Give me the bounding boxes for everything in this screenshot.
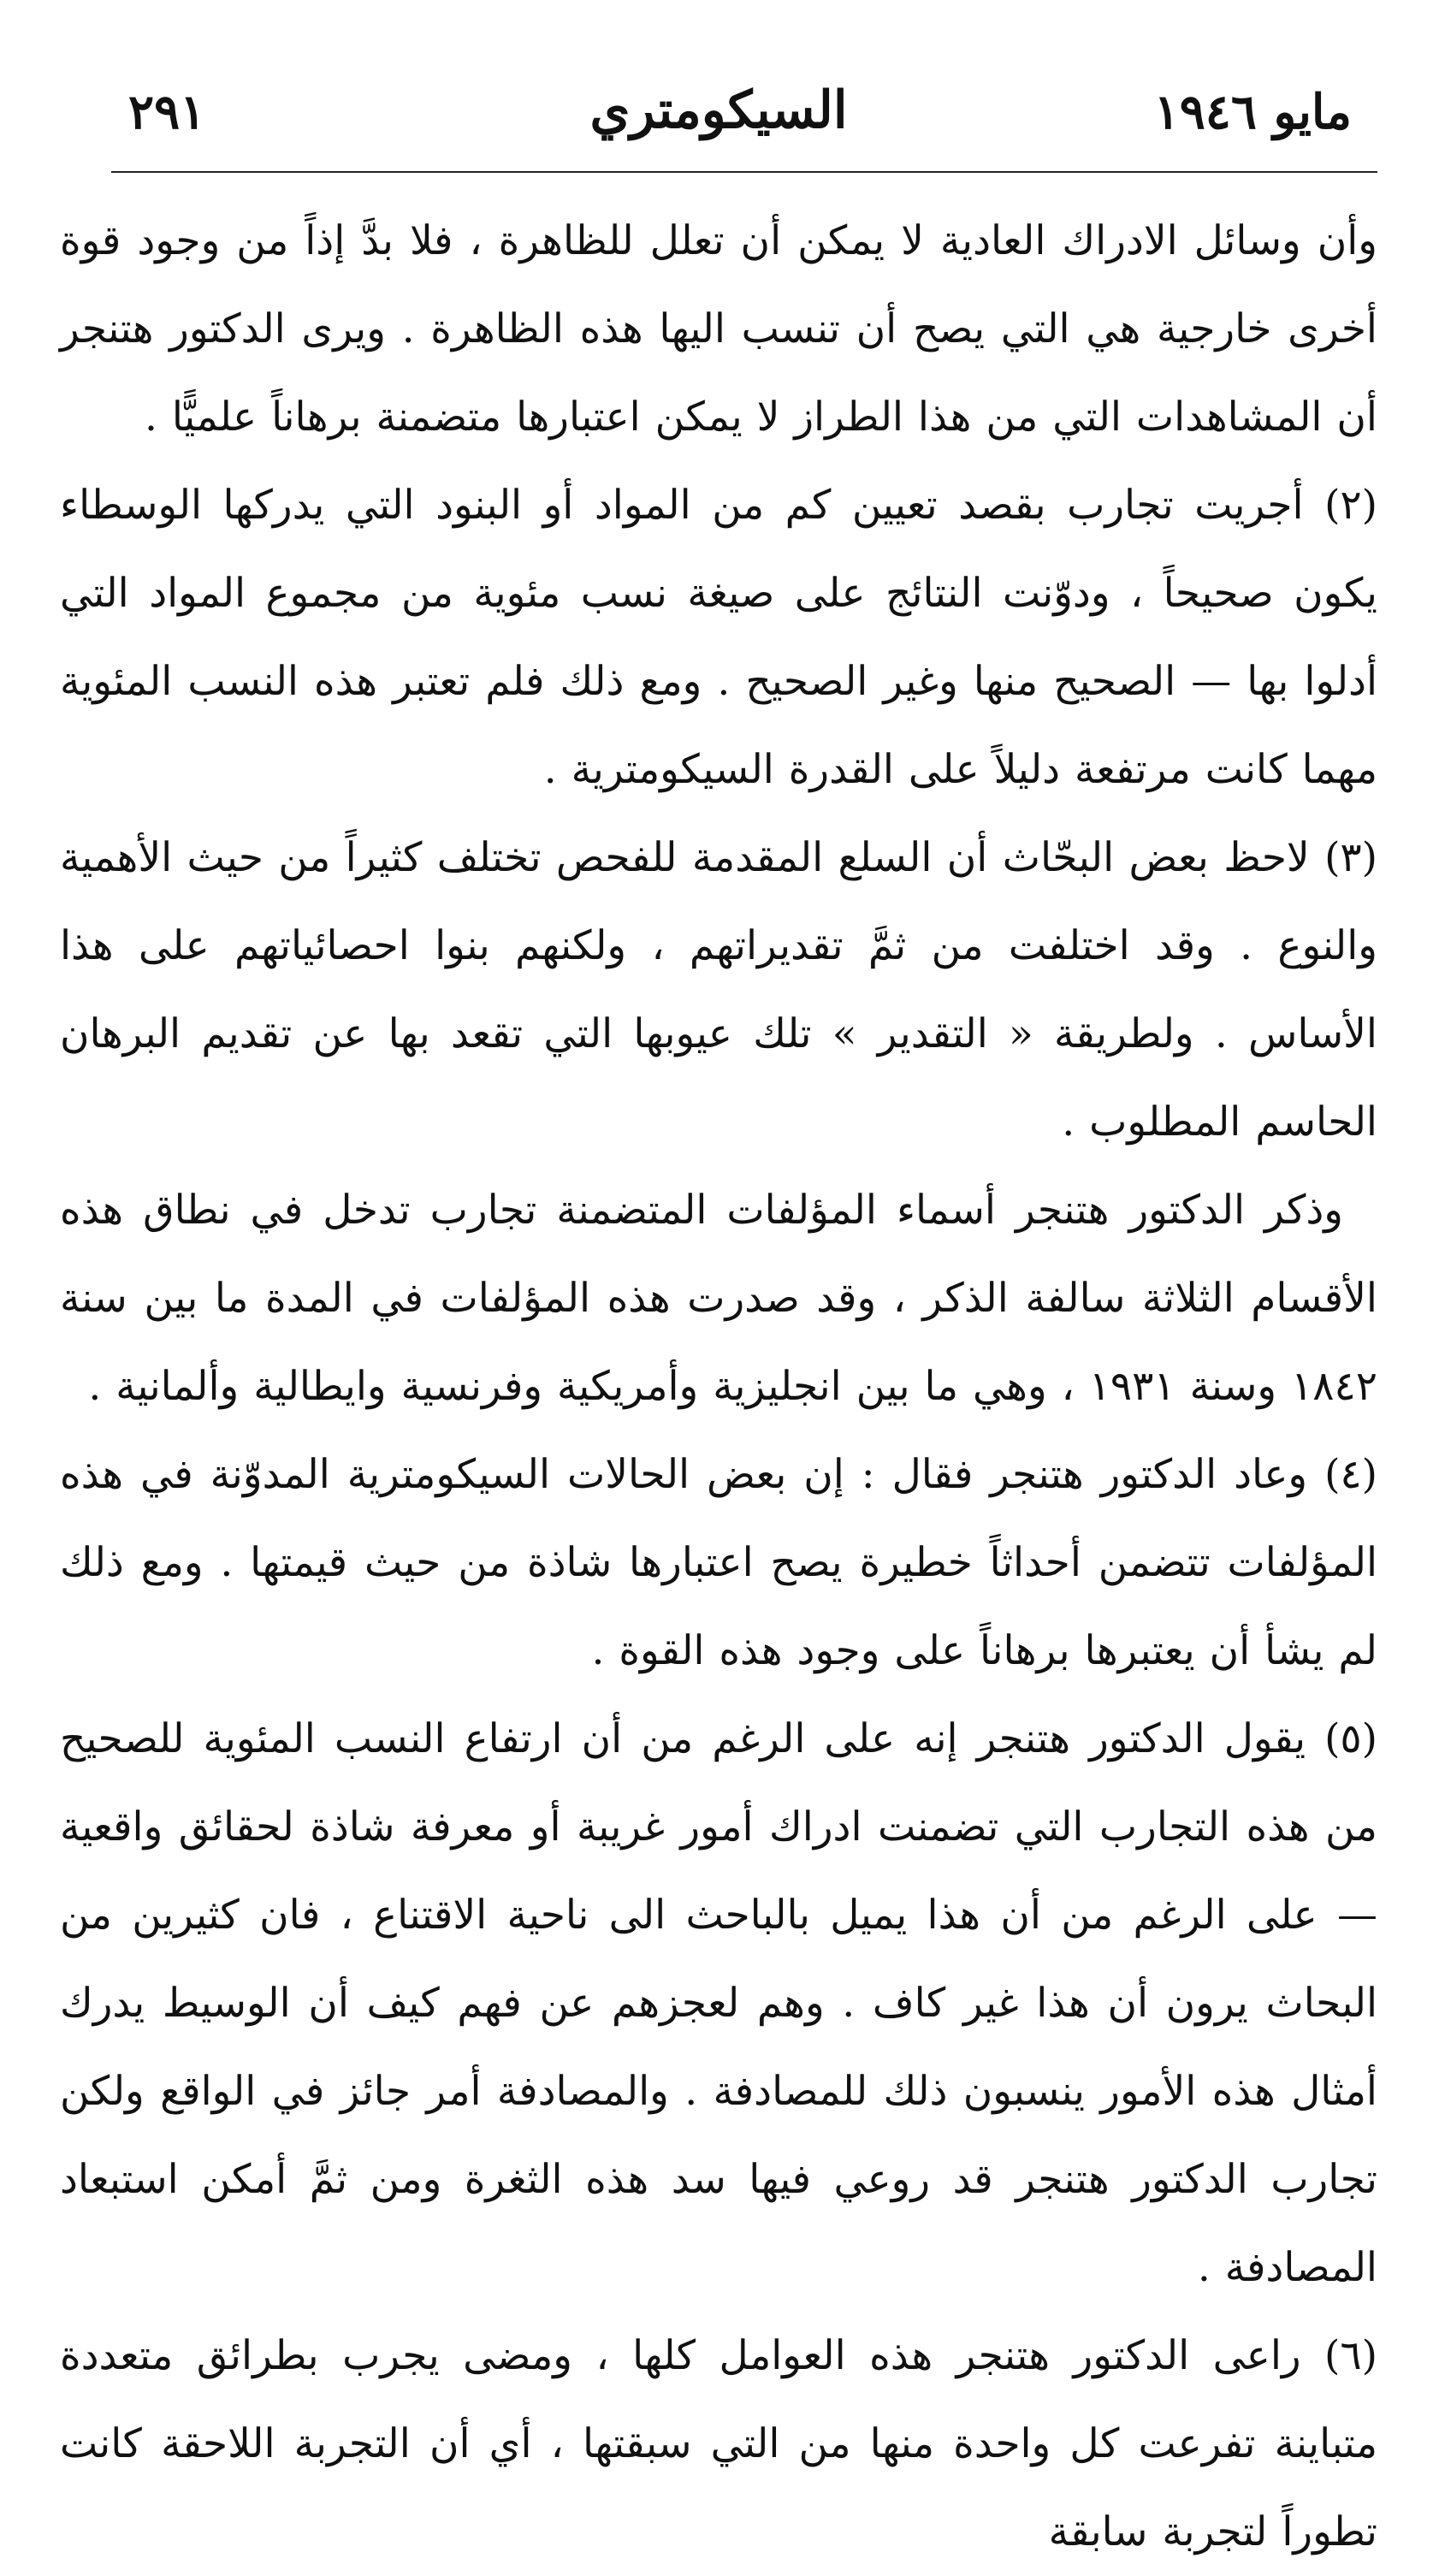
page-number: ٢٩١ (128, 84, 206, 140)
paragraph-bibliography-note: وذكر الدكتور هتنجر أسماء المؤلفات المتضمنة تجارب تدخل في نطاق هذه الأقسام الثلاثة سالفة الذكر ، وقد صدرت هذه المؤلفات في المدة ما بين سنة ١٨٤٢ وسنة ١٩٣١ ، وهي ما بين انجليزية وأمريكية وفرنسية وايطالية وألمانية . (60, 1187, 1377, 1410)
running-header (60, 68, 1377, 163)
paragraph-item-4: (٤) وعاد الدكتور هتنجر فقال : إن بعض الحالات السيكومترية المدوّنة في هذه المؤلفات تتضمن أحداثاً خطيرة يصح اعتبارها شاذة من حيث قيمتها . ومع ذلك لم يشأ أن يعتبرها برهاناً على وجود هذه القوة . (60, 1451, 1377, 1674)
paragraph-continued: وأن وسائل الادراك العادية لا يمكن أن تعلل للظاهرة ، فلا بدَّ إذاً من وجود قوة أخرى خارجية هي التي يصح أن تنسب اليها هذه الظاهرة . ويرى الدكتور هتنجر أن المشاهدات التي من هذا الطراز لا يمكن اعتبارها متضمنة برهاناً علميًّا . (60, 217, 1377, 441)
paragraph-item-2: (٢) أجريت تجارب بقصد تعيين كم من المواد أو البنود التي يدركها الوسطاء يكون صحيحاً ، ودوّنت النتائج على صيغة نسب مئوية من مجموع المواد التي أدلوا بها — الصحيح منها وغير الصحيح . ومع ذلك فلم تعتبر هذه النسب المئوية مهما كانت مرتفعة دليلاً على القدرة السيكومترية . (60, 482, 1377, 793)
paragraph-item-3: (٣) لاحظ بعض البحّاث أن السلع المقدمة للفحص تختلف كثيراً من حيث الأهمية والنوع . وقد اختلفت من ثمَّ تقديراتهم ، ولكنهم بنوا احصائياتهم على هذا الأساس . ولطريقة « التقدير » تلك عيوبها التي تقعد بها عن تقديم البرهان الحاسم المطلوب . (60, 834, 1377, 1146)
header-title: السيكومتري (589, 80, 848, 140)
paragraph-item-6: (٦) راعى الدكتور هتنجر هذه العوامل كلها ، ومضى يجرب بطرائق متعددة متباينة تفرعت كل واحدة منها من التي سبقتها ، أي أن التجربة اللاحقة كانت تطوراً لتجربة سابقة (60, 2332, 1377, 2555)
header-rule (111, 171, 1377, 173)
paragraph-item-5: (٥) يقول الدكتور هتنجر إنه على الرغم من أن ارتفاع النسب المئوية للصحيح من هذه التجارب التي تضمنت ادراك أمور غريبة أو معرفة شاذة لحقائق واقعية — على الرغم من أن هذا يميل بالباحث الى ناحية الاقتناع ، فان كثيرين من البحاث يرون أن هذا غير كاف . وهم لعجزهم عن فهم كيف أن الوسيط يدرك أمثال هذه الأمور ينسبون ذلك للمصادفة . والمصادفة أمر جائز في الواقع ولكن تجارب الدكتور هتنجر قد روعي فيها سد هذه الثغرة ومن ثمَّ أمكن استبعاد المصادفة . (60, 1715, 1377, 2291)
book-page (60, 68, 1377, 2555)
header-date: مايو ١٩٤٦ (1153, 84, 1352, 140)
body-text (60, 197, 1377, 2576)
